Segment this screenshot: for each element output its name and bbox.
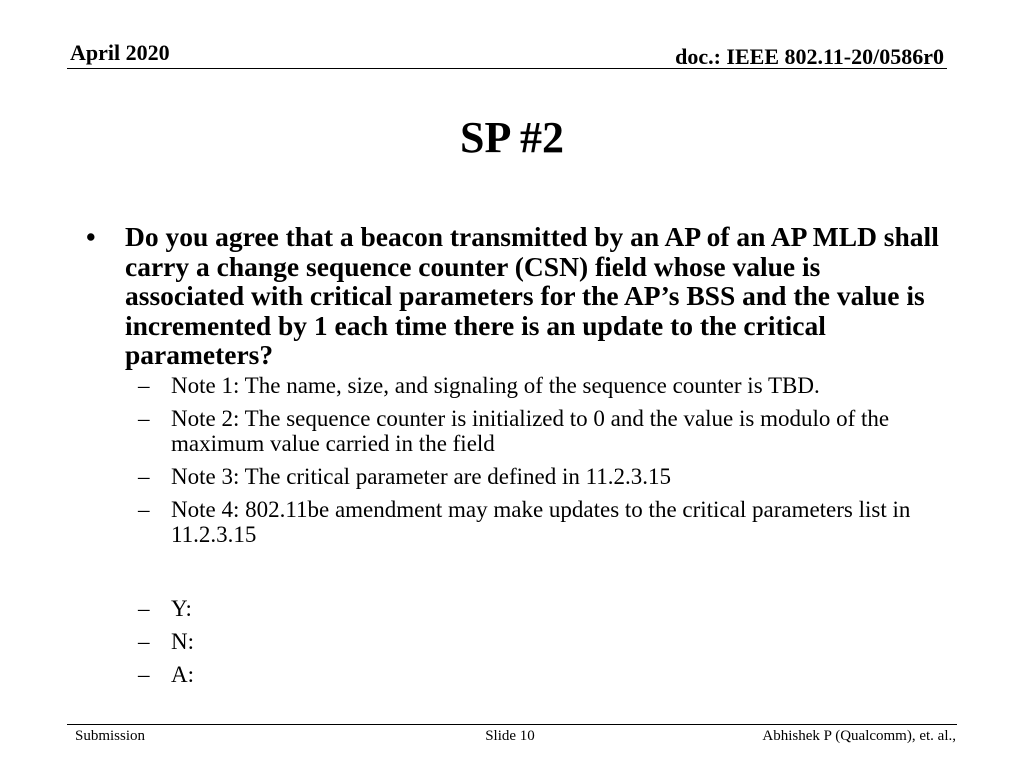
note-item xyxy=(86,464,946,489)
note-text: Note 1: The name, size, and signaling of the sequence counter is TBD. xyxy=(171,372,820,398)
footer-submission: Submission xyxy=(75,728,146,744)
vote-label: A: xyxy=(171,661,194,687)
dash-marker: – xyxy=(138,661,150,687)
header-date: April 2020 xyxy=(70,40,170,65)
dash-marker: – xyxy=(138,372,150,398)
main-question: Do you agree that a beacon transmitted by an AP of an AP MLD shall carry a change sequence counter (CSN) field whose value is associated with critical parameters for the AP’s BSS and the value is incremented by 1 each time there is an update to the critical parameters? xyxy=(125,221,939,370)
footer-slide-number: Slide 10 xyxy=(485,728,535,744)
dash-marker: – xyxy=(138,628,150,654)
note-item xyxy=(86,497,946,547)
dash-marker: – xyxy=(138,496,150,522)
note-text: Note 2: The sequence counter is initialized to 0 and the value is modulo of the maximum value carried in the field xyxy=(171,405,890,456)
slide-body xyxy=(86,222,946,695)
bullet-marker: • xyxy=(86,221,96,252)
vote-label: N: xyxy=(171,628,194,654)
header-divider xyxy=(67,68,947,69)
vote-label: Y: xyxy=(171,595,192,621)
vote-item-yes xyxy=(86,596,946,621)
note-item xyxy=(86,406,946,456)
header-doc-id: doc.: IEEE 802.11-20/0586r0 xyxy=(675,44,944,69)
votes-list xyxy=(86,596,946,687)
dash-marker: – xyxy=(138,463,150,489)
footer-divider xyxy=(67,724,957,725)
spacer xyxy=(86,555,946,593)
note-item xyxy=(86,373,946,398)
vote-item-abstain xyxy=(86,662,946,687)
notes-list xyxy=(86,373,946,547)
main-bullet xyxy=(86,222,946,370)
note-text: Note 3: The critical parameter are defined in 11.2.3.15 xyxy=(171,463,672,489)
note-text: Note 4: 802.11be amendment may make updates to the critical parameters list in 11.2.3.15 xyxy=(171,496,911,547)
dash-marker: – xyxy=(138,405,150,431)
footer-author: Abhishek P (Qualcomm), et. al., xyxy=(762,728,956,744)
dash-marker: – xyxy=(138,595,150,621)
slide-title: SP #2 xyxy=(460,113,564,162)
vote-item-no xyxy=(86,629,946,654)
